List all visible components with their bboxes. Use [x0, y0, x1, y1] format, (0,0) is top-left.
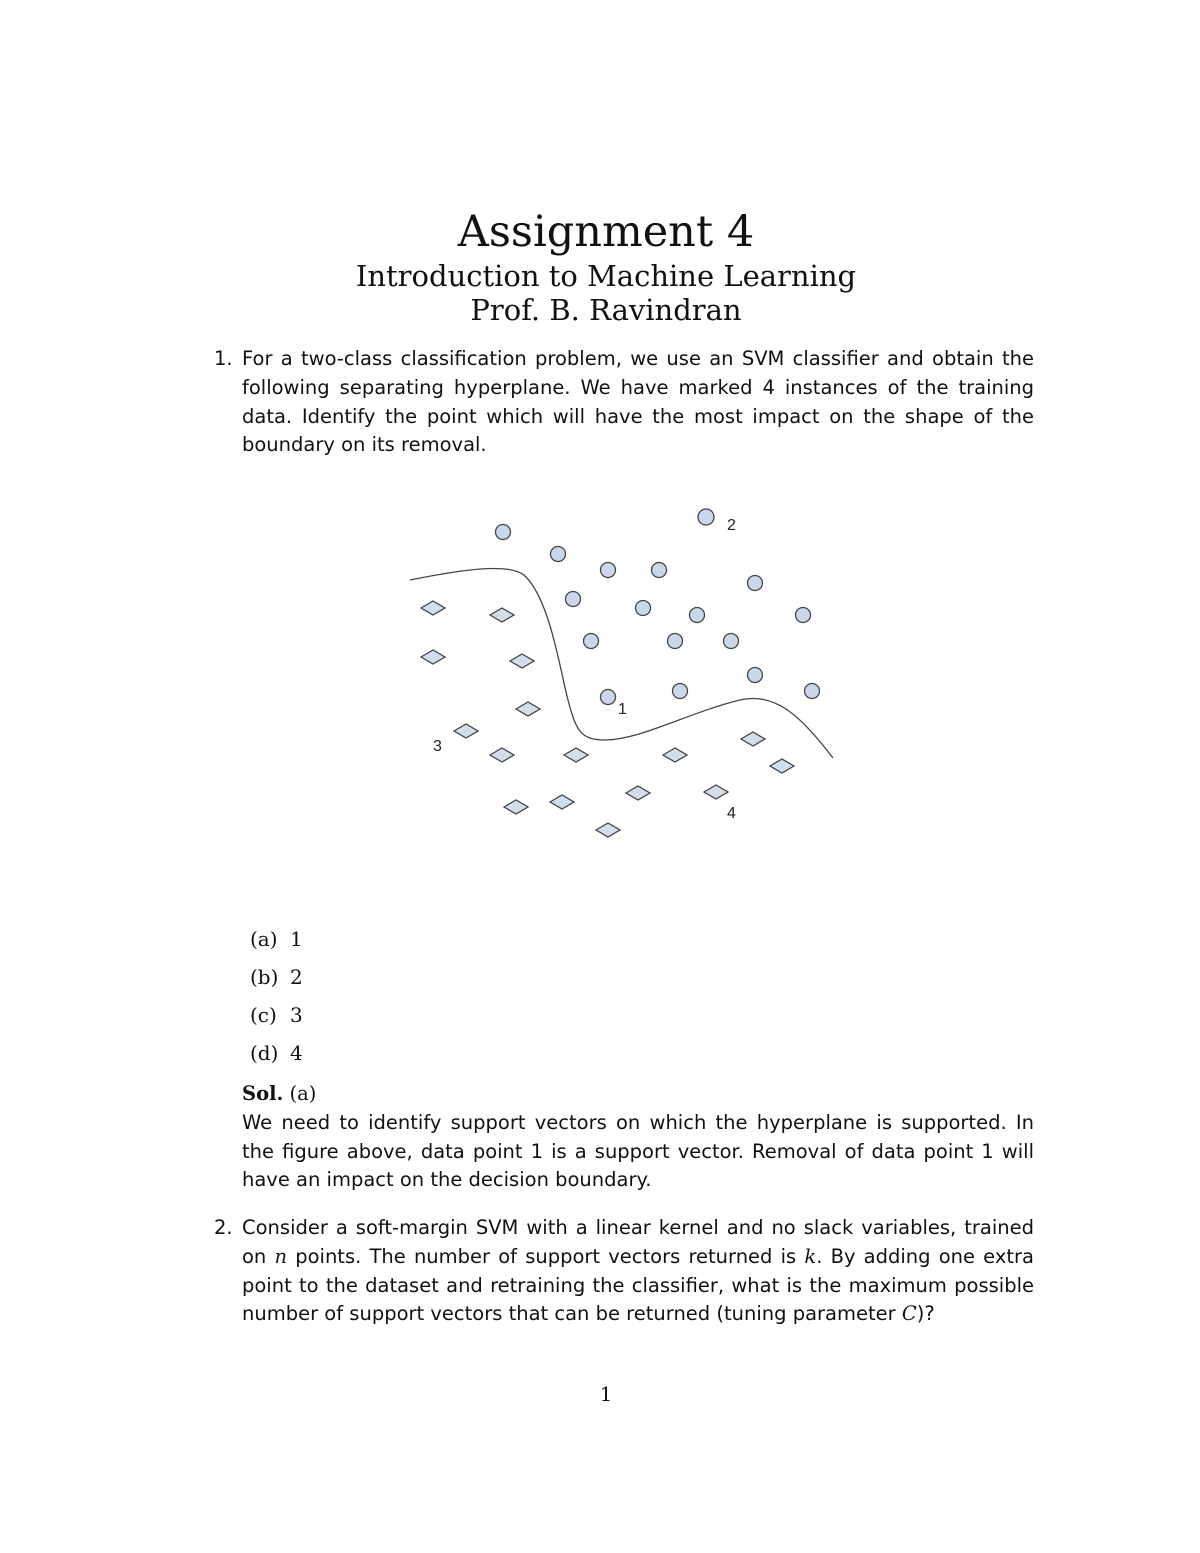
question-2-number: 2. — [214, 1216, 233, 1239]
variable-n: n — [274, 1244, 288, 1268]
solution-text: We need to identify support vectors on which the hyperplane is supported. In the figure above, data point 1 is a support vector. Removal of data point 1 will have an impact on the decision boundary. — [242, 1110, 1034, 1192]
diamond-point — [421, 601, 445, 615]
diamond-point — [490, 608, 514, 622]
diamond-point — [564, 748, 588, 762]
circle-point — [566, 592, 581, 607]
page-number: 1 — [599, 1382, 613, 1406]
diamond-point — [550, 795, 574, 809]
diamond-point — [596, 823, 620, 837]
assignment-title: Assignment 4 — [457, 207, 755, 257]
diamond-point — [770, 759, 794, 773]
point-label-3: 3 — [433, 738, 442, 755]
solution-block — [242, 1080, 1034, 1195]
solution-label: Sol. — [242, 1082, 284, 1105]
circle-point — [636, 601, 651, 616]
circle-point — [496, 525, 511, 540]
diamond-point — [663, 748, 687, 762]
diamond-point — [504, 800, 528, 814]
variable-k: k — [804, 1244, 817, 1268]
question-2-text: Consider a soft-margin SVM with a linear kernel and no slack variables, trained on n points. The number of support vectors returned is k. By adding one extra point to the dataset and retraining the classifier, what is the maximum possible number of support vectors that can be returned (tuning parameter C)? — [242, 1216, 1034, 1326]
course-name: Introduction to Machine Learning — [355, 259, 857, 293]
circle-point — [601, 563, 616, 578]
circle-point-1 — [601, 690, 616, 705]
diamond-point — [510, 654, 534, 668]
question-1 — [214, 345, 1034, 460]
circle-point — [584, 634, 599, 649]
point-labels — [433, 517, 736, 822]
point-label-4: 4 — [727, 805, 736, 822]
option-c: (c) 3 — [250, 1003, 303, 1027]
circle-point — [805, 684, 820, 699]
option-a: (a) 1 — [250, 927, 303, 951]
circle-point — [724, 634, 739, 649]
point-label-1: 1 — [618, 701, 627, 718]
diamond-point — [741, 732, 765, 746]
question-1-text: For a two-class classification problem, we use an SVM classifier and obtain the following separating hyperplane. We have marked 4 instances of the training data. Identify the point which will have the most impact on the shape of the boundary on its removal. — [242, 347, 1034, 457]
solution-answer: (a) — [289, 1082, 317, 1105]
circle-point — [551, 547, 566, 562]
circle-point — [748, 668, 763, 683]
diamond-class-points — [421, 601, 794, 837]
svm-hyperplane-figure — [400, 500, 850, 850]
point-label-2: 2 — [727, 517, 736, 534]
option-b: (b) 2 — [250, 965, 303, 989]
circle-point — [668, 634, 683, 649]
circle-point — [690, 608, 705, 623]
answer-options — [250, 920, 303, 1072]
question-2 — [214, 1214, 1034, 1329]
variable-c: C — [901, 1302, 917, 1326]
diamond-point — [516, 702, 540, 716]
title-block — [0, 205, 1200, 327]
diamond-point — [421, 650, 445, 664]
circle-point — [652, 563, 667, 578]
diamond-point — [626, 786, 650, 800]
diamond-point — [490, 748, 514, 762]
circle-point — [796, 608, 811, 623]
diamond-point-4 — [704, 785, 728, 799]
circle-point — [748, 576, 763, 591]
solution-heading — [242, 1080, 1034, 1109]
circle-point — [673, 684, 688, 699]
question-1-number: 1. — [214, 347, 233, 370]
diamond-point-3 — [454, 724, 478, 738]
circle-point-2 — [698, 509, 714, 525]
option-d: (d) 4 — [250, 1041, 303, 1065]
instructor-name: Prof. B. Ravindran — [470, 293, 742, 327]
